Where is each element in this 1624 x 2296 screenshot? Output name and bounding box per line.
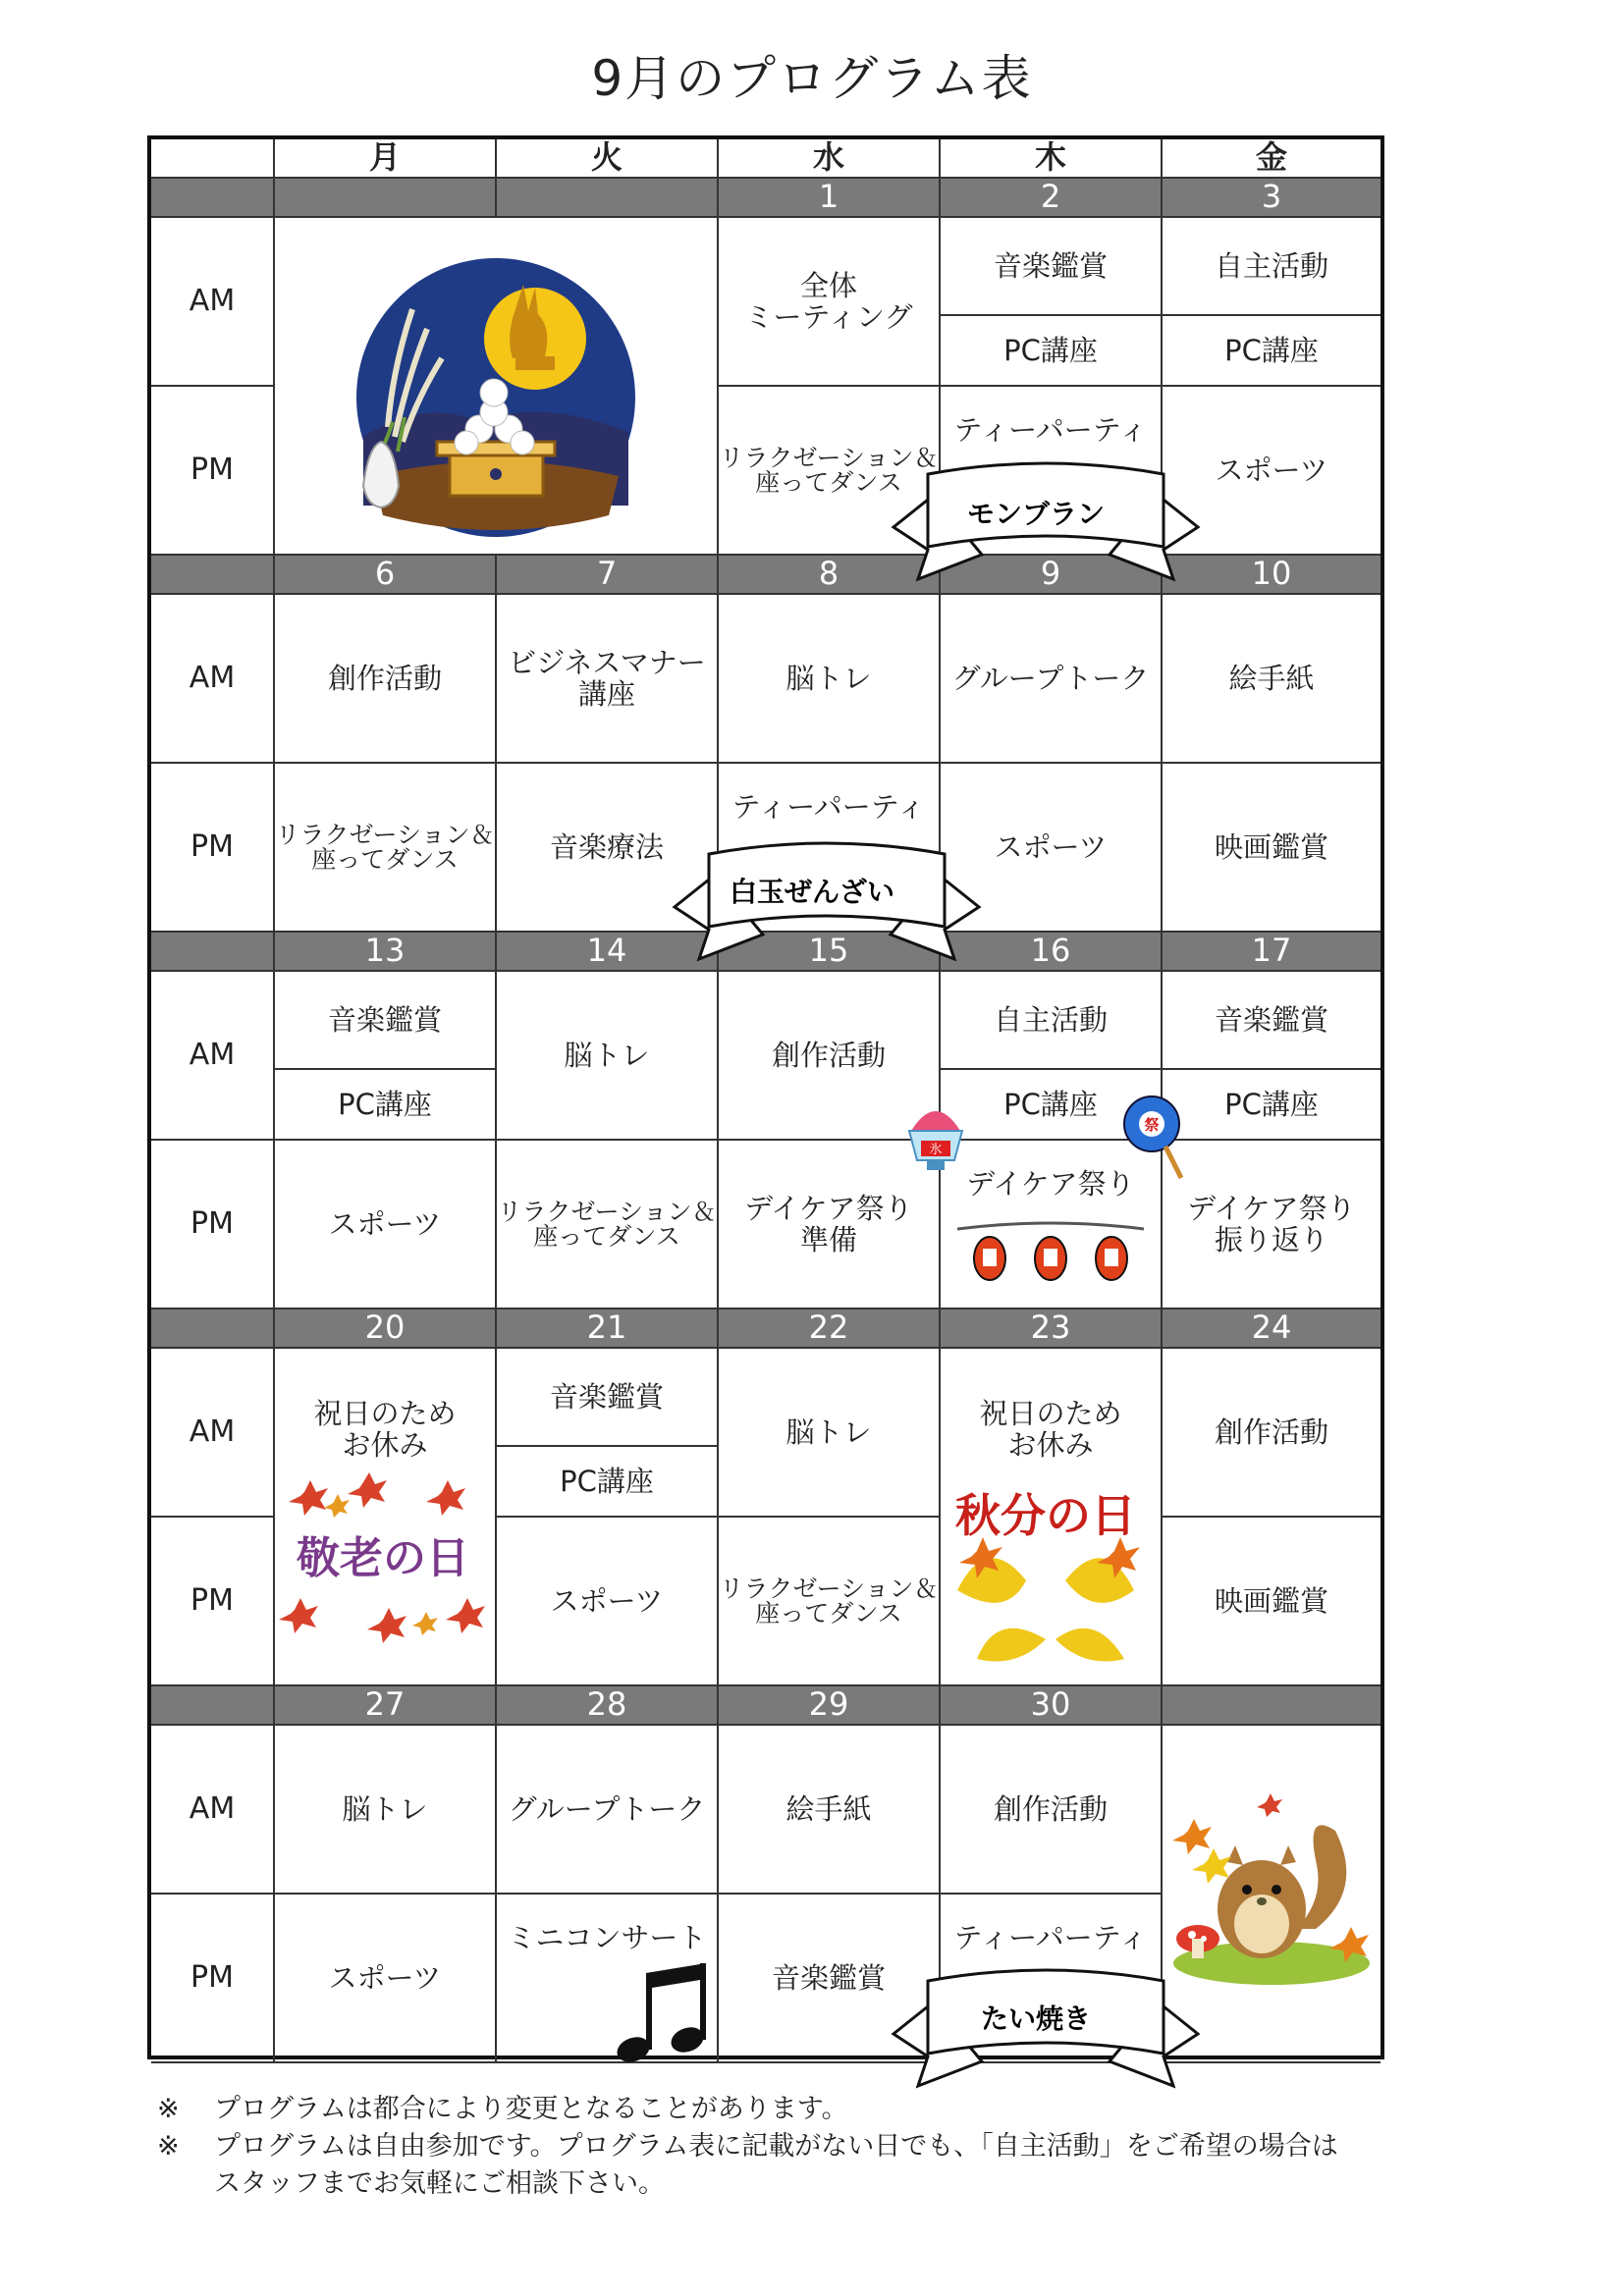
date-number: 21	[586, 1309, 627, 1347]
am-text: AM	[189, 1038, 236, 1073]
pm-text: PM	[190, 1960, 234, 1996]
program-bottom	[941, 316, 1161, 385]
pm-label	[151, 1518, 275, 1686]
am-program-cell	[719, 595, 941, 764]
pm-text: PM	[190, 1583, 234, 1619]
program-top	[941, 972, 1161, 1070]
weekday-label: 月	[368, 139, 401, 177]
program-label: 脳トレ	[785, 1415, 872, 1449]
am-program-cell	[275, 595, 497, 764]
program-label: PC講座	[1224, 1087, 1319, 1121]
program-label: 脳トレ	[564, 1038, 650, 1072]
date-number: 1	[818, 179, 839, 216]
program-label: 創作活動	[771, 1038, 886, 1072]
ribbon-label: モンブラン	[966, 498, 1106, 530]
program-label: PC講座	[1003, 1087, 1098, 1121]
tsukimi-illustration	[334, 250, 658, 545]
program-table	[147, 135, 1384, 2059]
header-corner	[151, 139, 275, 179]
date-number: 13	[364, 933, 406, 970]
date-number: 23	[1030, 1309, 1071, 1347]
program-label: スポーツ	[328, 1206, 442, 1241]
pm-program-cell	[1163, 1518, 1380, 1686]
pm-label	[151, 387, 275, 556]
date-number: 27	[364, 1686, 406, 1724]
svg-text:敬老の日: 敬老の日	[297, 1533, 469, 1583]
program-label: PC講座	[1003, 333, 1098, 367]
program-label: 映画鑑賞	[1214, 1583, 1328, 1618]
date-number: 22	[808, 1309, 849, 1347]
date-number: 10	[1251, 556, 1292, 593]
program-label: 全体 ミーティング	[744, 268, 913, 334]
date-number: 7	[596, 556, 618, 593]
program-label: 音楽療法	[549, 829, 664, 864]
program-label: ティーパーティ	[953, 1921, 1148, 1954]
pm-program-cell	[719, 1518, 941, 1686]
program-top	[275, 972, 495, 1070]
program-top	[1163, 218, 1380, 316]
program-label: 音楽鑑賞	[327, 1002, 442, 1037]
am-program-cell	[275, 972, 497, 1141]
am-label	[151, 595, 275, 764]
date-cell	[275, 1309, 497, 1349]
program-label: デイケア祭り 振り返り	[1187, 1191, 1356, 1256]
weekday-label: 水	[812, 139, 844, 177]
am-program-cell	[941, 218, 1163, 387]
weekday-label: 金	[1255, 139, 1287, 177]
date-cell	[1163, 179, 1380, 218]
pm-program-cell	[1163, 1141, 1380, 1309]
weekday-label: 木	[1034, 139, 1066, 177]
keiro-no-hi-illustration	[275, 1472, 491, 1649]
am-text: AM	[189, 1415, 236, 1450]
weekday-header	[497, 139, 719, 179]
shubun-no-hi-illustration	[947, 1472, 1144, 1669]
program-label: 創作活動	[993, 1791, 1108, 1826]
date-number: 20	[364, 1309, 406, 1347]
am-program-cell	[497, 1726, 719, 1895]
am-label	[151, 1726, 275, 1895]
am-program-cell	[941, 595, 1163, 764]
am-program-cell	[719, 218, 941, 387]
program-label: PC講座	[338, 1087, 432, 1121]
program-label: リラクゼーション＆ 座ってダンス	[497, 1198, 717, 1251]
kakigori-icon	[901, 1092, 970, 1180]
date-number: 8	[818, 556, 839, 593]
program-label: スポーツ	[1215, 453, 1328, 487]
program-label: 絵手紙	[785, 1791, 872, 1826]
date-row-corner	[151, 1686, 275, 1726]
date-cell	[275, 556, 497, 595]
program-label: ティーパーティ	[731, 790, 926, 824]
pm-label	[151, 1895, 275, 2063]
am-program-cell	[497, 595, 719, 764]
am-label	[151, 1349, 275, 1518]
ribbon-taiyaki	[889, 1963, 1203, 2091]
program-label: 祝日のため お休み	[313, 1397, 457, 1463]
date-cell	[275, 933, 497, 972]
date-number: 16	[1030, 933, 1071, 970]
pm-program-cell	[275, 764, 497, 933]
pm-program-cell	[497, 1518, 719, 1686]
program-top	[941, 218, 1161, 316]
am-text: AM	[189, 1791, 236, 1827]
date-row-corner	[151, 933, 275, 972]
am-program-cell	[719, 1349, 941, 1518]
program-label: グループトーク	[508, 1791, 706, 1826]
program-top	[497, 1349, 717, 1447]
svg-text:氷: 氷	[929, 1143, 943, 1157]
am-program-cell	[1163, 218, 1380, 387]
date-cell	[497, 1309, 719, 1349]
program-label: ティーパーティ	[953, 413, 1148, 447]
program-label: 脳トレ	[785, 661, 872, 695]
svg-text:秋分の日: 秋分の日	[955, 1489, 1136, 1542]
program-label: 音楽鑑賞	[771, 1960, 886, 1995]
ribbon-shiratama	[670, 836, 984, 964]
program-label: スポーツ	[328, 1960, 442, 1995]
ribbon-label: 白玉ぜんざい	[729, 876, 895, 908]
am-label	[151, 218, 275, 387]
ribbon-montblanc	[889, 456, 1203, 584]
program-label: 創作活動	[327, 661, 442, 695]
pm-text: PM	[190, 453, 234, 488]
program-label: 絵手紙	[1228, 661, 1315, 695]
program-label: 祝日のため お休み	[979, 1397, 1122, 1463]
am-text: AM	[189, 661, 236, 696]
program-label: リラクゼーション＆ 座ってダンス	[275, 821, 495, 874]
pm-label	[151, 764, 275, 933]
weekday-header	[719, 139, 941, 179]
note-1: ※ プログラムは都合により変更となることがあります。	[157, 2094, 848, 2124]
svg-text:祭: 祭	[1144, 1116, 1160, 1134]
program-label: 音楽鑑賞	[1214, 1002, 1328, 1037]
pm-text: PM	[190, 1206, 234, 1242]
pm-program-cell	[275, 1141, 497, 1309]
program-bottom	[497, 1447, 717, 1516]
program-label: PC講座	[1224, 333, 1319, 367]
date-row-corner	[151, 1309, 275, 1349]
program-bottom	[1163, 316, 1380, 385]
date-cell	[275, 1686, 497, 1726]
date-cell	[497, 179, 719, 218]
date-cell	[1163, 933, 1380, 972]
program-top	[1163, 972, 1380, 1070]
date-cell	[497, 1686, 719, 1726]
date-cell	[719, 179, 941, 218]
ribbon-label: たい焼き	[980, 2002, 1092, 2035]
lanterns-illustration	[957, 1219, 1144, 1288]
date-number: 2	[1040, 179, 1061, 216]
program-label: デイケア祭り 準備	[744, 1191, 913, 1256]
program-label: デイケア祭り	[966, 1167, 1135, 1201]
date-number: 3	[1261, 179, 1282, 216]
note-2: ※ プログラムは自由参加です。プログラム表に記載がない日でも、「自主活動」をご希望の場合は	[157, 2131, 1338, 2162]
program-label: スポーツ	[550, 1583, 664, 1618]
weekday-header	[1163, 139, 1380, 179]
date-number: 28	[586, 1686, 627, 1724]
program-bottom	[1163, 1070, 1380, 1139]
am-program-cell	[1163, 595, 1380, 764]
program-label: 自主活動	[993, 1002, 1108, 1037]
date-cell	[1163, 1686, 1380, 1726]
program-label: ビジネスマナー 講座	[508, 645, 706, 711]
date-number: 30	[1030, 1686, 1071, 1724]
weekday-label: 火	[590, 139, 623, 177]
date-number: 29	[808, 1686, 849, 1724]
am-program-cell	[1163, 1349, 1380, 1518]
uchiwa-icon	[1114, 1090, 1193, 1183]
program-label: 脳トレ	[342, 1791, 428, 1826]
pm-label	[151, 1141, 275, 1309]
am-program-cell	[719, 1726, 941, 1895]
am-text: AM	[189, 284, 236, 319]
date-cell	[497, 556, 719, 595]
weekday-header	[275, 139, 497, 179]
date-cell	[719, 1686, 941, 1726]
pm-text: PM	[190, 829, 234, 865]
music-note-icon	[614, 1961, 712, 2069]
am-program-cell	[497, 1349, 719, 1518]
am-program-cell	[1163, 972, 1380, 1141]
program-label: リラクゼーション＆ 座ってダンス	[719, 1575, 939, 1628]
date-number: 14	[586, 933, 627, 970]
date-number: 15	[808, 933, 849, 970]
date-cell	[1163, 1309, 1380, 1349]
weekday-header	[941, 139, 1163, 179]
am-program-cell	[941, 1726, 1163, 1895]
date-number: 9	[1040, 556, 1061, 593]
program-label: リラクゼーション＆ 座ってダンス	[719, 444, 939, 497]
date-number: 17	[1251, 933, 1292, 970]
date-row-corner	[151, 179, 275, 218]
program-label: スポーツ	[994, 829, 1108, 864]
program-label: 創作活動	[1214, 1415, 1328, 1449]
program-label: グループトーク	[951, 661, 1150, 695]
program-label: 音楽鑑賞	[549, 1379, 664, 1414]
program-label: 自主活動	[1214, 248, 1328, 283]
program-label: ミニコンサート	[507, 1921, 707, 1954]
program-label: 音楽鑑賞	[993, 248, 1108, 283]
date-number: 24	[1251, 1309, 1292, 1347]
date-cell	[941, 1686, 1163, 1726]
am-program-cell	[275, 1726, 497, 1895]
date-cell	[719, 1309, 941, 1349]
program-label: 映画鑑賞	[1214, 829, 1328, 864]
squirrel-illustration	[1168, 1791, 1375, 1988]
note-3: スタッフまでお気軽にご相談下さい。	[214, 2168, 665, 2199]
program-label: PC講座	[560, 1464, 654, 1498]
date-cell	[941, 179, 1163, 218]
am-label	[151, 972, 275, 1141]
date-row-corner	[151, 556, 275, 595]
pm-program-cell	[497, 1141, 719, 1309]
am-program-cell	[497, 972, 719, 1141]
page-title: 9月のプログラム表	[591, 50, 1033, 107]
date-cell	[941, 1309, 1163, 1349]
pm-program-cell	[1163, 764, 1380, 933]
date-cell	[275, 179, 497, 218]
pm-program-cell	[275, 1895, 497, 2063]
date-number: 6	[374, 556, 396, 593]
program-bottom	[275, 1070, 495, 1139]
